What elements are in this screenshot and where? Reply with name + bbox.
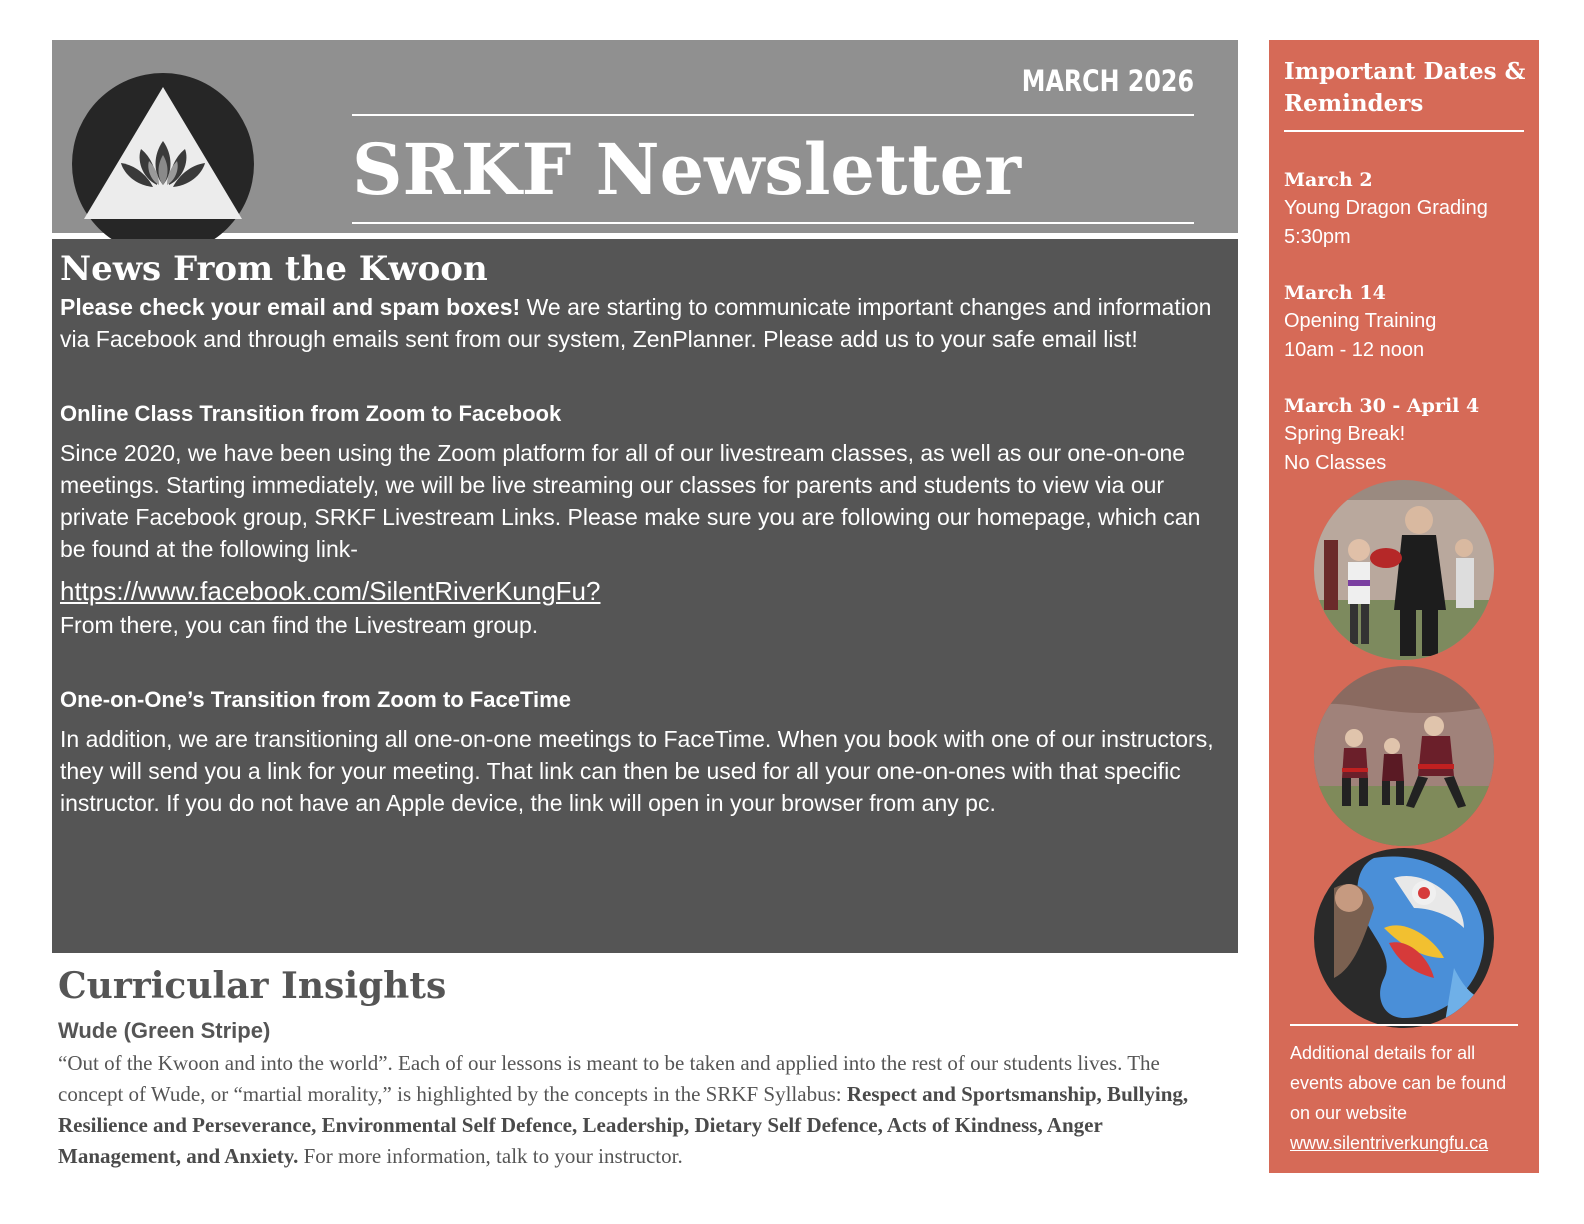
sidebar-divider-top <box>1284 130 1524 132</box>
section-zoom-facebook-after: From there, you can find the Livestream group. <box>60 612 539 638</box>
newsletter-header <box>52 40 1238 233</box>
important-dates-sidebar <box>1269 40 1539 1173</box>
curricular-body-concepts: Respect and Sportsmanship, Bullying, Resilience and Perseverance, Environmental Self Defence, Leadership, Dietary Self Defence, Acts of Kindness, Anger Management, and Anxiety. <box>58 1082 1189 1168</box>
news-intro-text: We are starting to communicate important changes and information via Facebook and through emails sent from our system, ZenPlanner. Please add us to your safe email list! <box>60 294 1212 352</box>
event-item <box>1284 166 1534 252</box>
event-date: March 30 - April 4 <box>1284 395 1480 417</box>
news-panel <box>52 239 1238 953</box>
sidebar-footer-text: Additional details for all events above can be found on our website <box>1290 1043 1507 1123</box>
news-intro <box>60 291 1220 355</box>
event-title: Opening Training <box>1284 310 1437 332</box>
event-date: March 2 <box>1284 169 1373 191</box>
event-item <box>1284 279 1534 365</box>
section-zoom-facetime-heading: One-on-One’s Transition from Zoom to FaceTime <box>60 687 571 712</box>
issue-month: MARCH 2026 <box>1021 64 1194 98</box>
section-zoom-facebook-heading: Online Class Transition from Zoom to Facebook <box>60 401 562 426</box>
curricular-body-end: For more information, talk to your instructor. <box>298 1144 683 1168</box>
sidebar-divider-bottom <box>1290 1024 1518 1026</box>
newsletter-title: SRKF Newsletter <box>352 128 1022 211</box>
class-photo-instructor <box>1314 480 1494 660</box>
news-intro-bold: Please check your email and spam boxes! <box>60 294 521 320</box>
curricular-heading: Curricular Insights <box>58 965 447 1007</box>
section-zoom-facetime-body: In addition, we are transitioning all one-on-one meetings to FaceTime. When you book with one of our instructors, they will send you a link for your meeting. That link can then be used for all your one-on-ones with that specific instructor. If you do not have an Apple device, the link will open in your browser from any pc. <box>60 726 1214 816</box>
event-detail: 10am - 12 noon <box>1284 339 1425 361</box>
event-detail: No Classes <box>1284 452 1387 474</box>
lion-dance-photo <box>1314 848 1494 1028</box>
news-heading: News From the Kwoon <box>60 249 488 289</box>
section-zoom-facebook-body: Since 2020, we have been using the Zoom platform for all of our livestream classes, as well as our one-on-one meetings. Starting immediately, we will be live streaming our classes for parents and students to view via our private Facebook group, SRKF Livestream Links. Please make sure you are following our homepage, which can be found at the following link- <box>60 440 1201 562</box>
event-title: Spring Break! <box>1284 423 1406 445</box>
curricular-subheading: Wude (Green Stripe) <box>58 1018 271 1043</box>
curricular-section <box>58 962 1228 1172</box>
event-item <box>1284 392 1534 478</box>
header-divider-bottom <box>352 222 1194 224</box>
event-detail: 5:30pm <box>1284 226 1351 248</box>
curricular-body <box>58 1048 1228 1172</box>
class-photo-stance <box>1314 666 1494 846</box>
curricular-body-intro: “Out of the Kwoon and into the world”. Each of our lessons is meant to be taken and applied into the rest of our students lives. The concept of Wude, or “martial morality,” is highlighted by the concepts in the SRKF Syllabus: <box>58 1051 1160 1106</box>
sidebar-heading: Important Dates & Reminders <box>1284 58 1526 117</box>
header-divider-top <box>352 114 1194 116</box>
lotus-triangle-logo-icon <box>72 73 254 255</box>
event-title: Young Dragon Grading <box>1284 197 1488 219</box>
sidebar-footer <box>1290 1038 1530 1158</box>
facebook-link[interactable]: https://www.facebook.com/SilentRiverKungFu? <box>60 576 601 606</box>
website-link[interactable]: www.silentriverkungfu.ca <box>1290 1133 1489 1153</box>
event-date: March 14 <box>1284 282 1386 304</box>
